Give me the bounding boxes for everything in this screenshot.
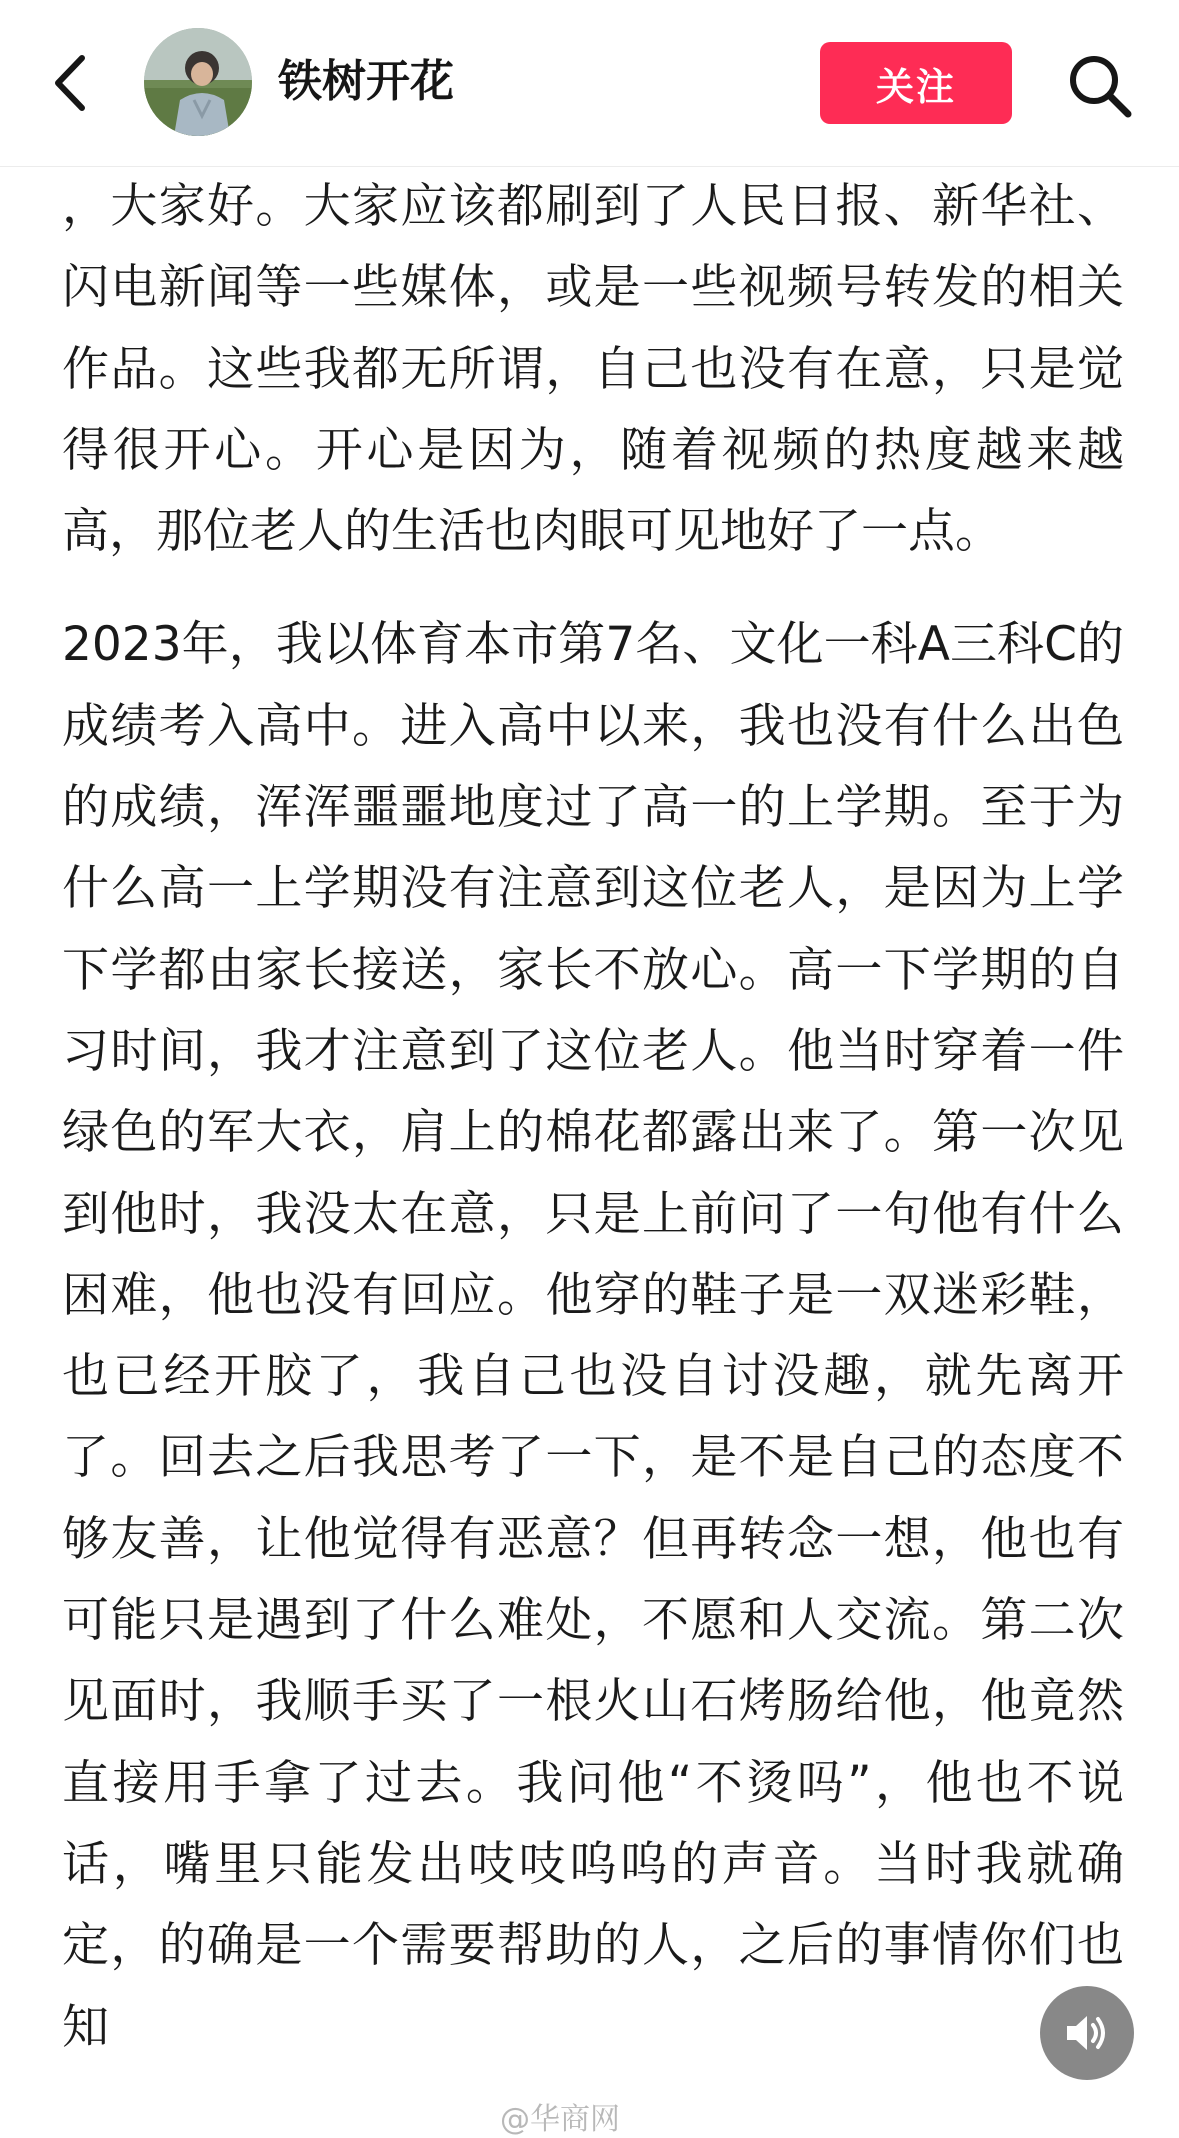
username[interactable]: 铁树开花	[278, 56, 454, 107]
speaker-icon	[1063, 2011, 1111, 2055]
article-body	[62, 166, 1124, 2068]
follow-button[interactable]: 关注	[820, 42, 1012, 124]
watermark: @华商网	[500, 2102, 620, 2137]
sound-toggle-button[interactable]	[1040, 1986, 1134, 2080]
article-paragraph: 2023年，我以体育本市第7名、文化一科A三科C的成绩考入高中。进入高中以来，我也没有什么出色的成绩，浑浑噩噩地度过了高一的上学期。至于为什么高一上学期没有注意到这位老人，是因为上学下学都由家长接送，家长不放心。高一下学期的自习时间，我才注意到了这位老人。他当时穿着一件绿色的军大衣，肩上的棉花都露出来了。第一次见到他时，我没太在意，只是上前问了一句他有什么困难，他也没有回应。他穿的鞋子是一双迷彩鞋，也已经开胶了，我自己也没自讨没趣，就先离开了。回去之后我思考了一下，是不是自己的态度不够友善，让他觉得有恶意？但再转念一想，他也有可能只是遇到了什么难处，不愿和人交流。第二次见面时，我顺手买了一根火山石烤肠给他，他竟然直接用手拿了过去。我问他“不烫吗”，他也不说话，嘴里只能发出吱吱呜呜的声音。当时我就确定，的确是一个需要帮助的人，之后的事情你们也知	[62, 617, 1124, 2055]
article-paragraph: ，大家好。大家应该都刷到了人民日报、新华社、闪电新闻等一些媒体，或是一些视频号转发的相关作品。这些我都无所谓，自己也没有在意，只是觉得很开心。开心是因为，随着视频的热度越来越高，那位老人的生活也肉眼可见地好了一点。	[62, 179, 1124, 560]
chevron-left-icon	[50, 52, 90, 114]
avatar-photo	[144, 28, 252, 136]
back-button[interactable]	[40, 48, 100, 118]
user-avatar[interactable]	[144, 28, 252, 136]
search-button[interactable]	[1062, 48, 1138, 124]
search-icon	[1065, 51, 1135, 121]
top-nav-bar	[0, 0, 1179, 167]
